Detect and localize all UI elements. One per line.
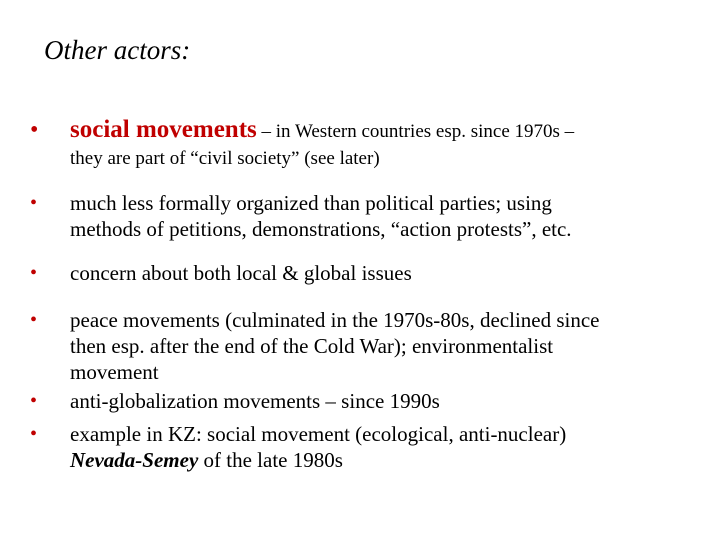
bullet-continuation: they are part of “civil society” (see later) (70, 148, 380, 169)
bullet-text (70, 307, 710, 385)
slide-title: Other actors: (44, 35, 191, 65)
bullet-text (70, 421, 710, 473)
bullet-line-rest: of the late 1980s (198, 448, 343, 472)
bullet-dot: • (30, 192, 38, 214)
lead-rest: – in Western countries esp. since 1970s – (256, 121, 575, 142)
bullet-line: example in KZ: social movement (ecological, anti-nuclear) (70, 422, 567, 446)
bullet-text (70, 114, 710, 172)
bullet-dot: • (30, 309, 38, 331)
bullet-line: anti-globalization movements – since 1990s (70, 389, 440, 413)
bullet-line: concern about both local & global issues (70, 261, 412, 285)
bullet-dot: • (30, 262, 38, 284)
bullet-text (70, 388, 710, 414)
bullet-line: much less formally organized than political parties; using (70, 191, 552, 215)
bullet-line: then esp. after the end of the Cold War); environmentalist (70, 334, 554, 358)
bullet-line: peace movements (culminated in the 1970s-80s, declined since (70, 308, 600, 332)
bullet-line: methods of petitions, demonstrations, “action protests”, etc. (70, 217, 572, 241)
bullet-dot: • (30, 390, 38, 412)
nevada-semey-emphasis: Nevada-Semey (70, 448, 199, 472)
bullet-text (70, 260, 710, 286)
lead-term: social movements (70, 116, 257, 143)
bullet-text (70, 190, 710, 242)
bullet-line: movement (70, 360, 159, 384)
bullet-dot: • (30, 423, 38, 445)
bullet-dot: • (30, 117, 39, 143)
